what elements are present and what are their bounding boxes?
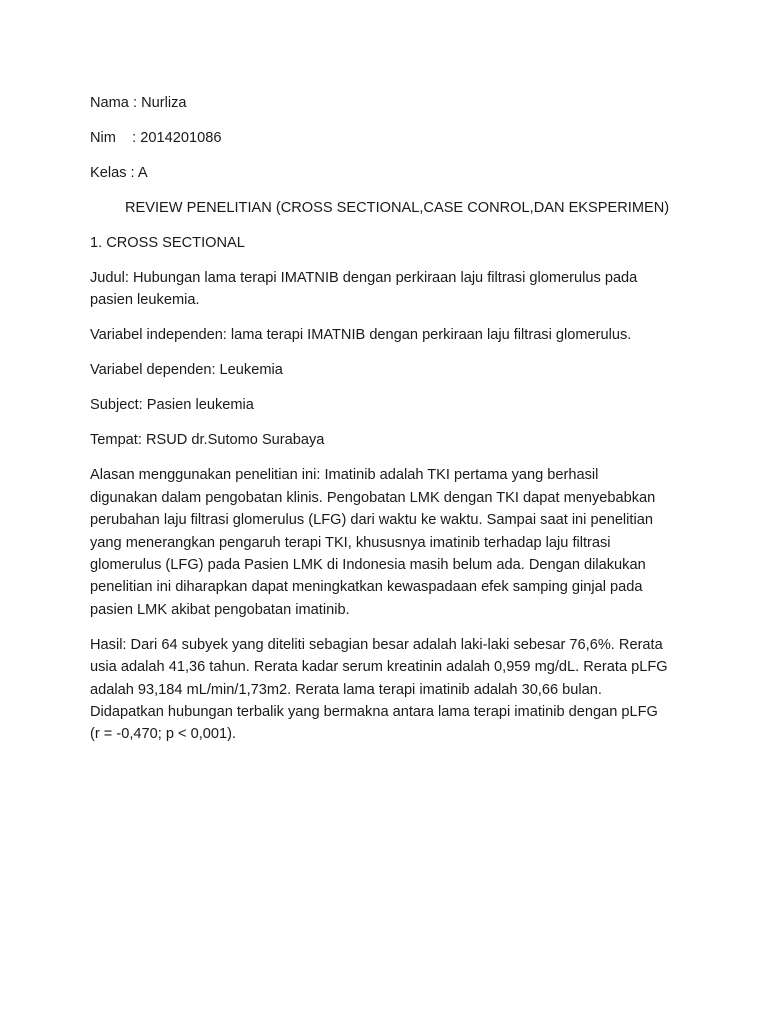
student-class: Kelas : A: [90, 165, 148, 181]
subject: Subject: Pasien leukemia: [90, 397, 254, 414]
text-line: adalah 93,184 mL/min/1,73m2. Rerata lama terapi imatinib adalah 30,66 bulan.: [90, 681, 602, 698]
text-line: Hasil: Dari 64 subyek yang diteliti sebagian besar adalah laki-laki sebesar 76,6%. Rerata: [90, 636, 663, 653]
text-line: usia adalah 41,36 tahun. Rerata kadar serum kreatinin adalah 0,959 mg/dL. Rerata pLFG: [90, 659, 668, 676]
text-line: glomerulus (LFG) pada Pasien LMK di Indonesia masih belum ada. Dengan dilakukan: [90, 557, 646, 574]
location: Tempat: RSUD dr.Sutomo Surabaya: [90, 432, 325, 449]
text-line: (r = -0,470; p < 0,001).: [90, 726, 237, 743]
independent-variable: Variabel independen: lama terapi IMATNIB dengan perkiraan laju filtrasi glomerulus.: [90, 327, 632, 344]
judul-paragraph: [90, 267, 690, 312]
student-nim: Nim : 2014201086: [90, 130, 222, 146]
document-page: [90, 92, 690, 746]
text-line: pasien LMK akibat pengobatan imatinib.: [90, 601, 350, 618]
hasil-paragraph: [90, 634, 690, 746]
section-heading: 1. CROSS SECTIONAL: [90, 235, 245, 251]
document-title: REVIEW PENELITIAN (CROSS SECTIONAL,CASE CONROL,DAN EKSPERIMEN): [125, 200, 670, 216]
text-line: Judul: Hubungan lama terapi IMATNIB dengan perkiraan laju filtrasi glomerulus pada: [90, 270, 638, 286]
text-line: pasien leukemia.: [90, 292, 200, 309]
text-line: yang menerangkan pengaruh terapi TKI, khususnya imatinib terhadap laju filtrasi: [90, 534, 611, 551]
dependent-variable: Variabel dependen: Leukemia: [90, 362, 283, 379]
student-name: Nama : Nurliza: [90, 95, 187, 111]
text-line: penelitian ini diharapkan dapat meningkatkan kewaspadaan efek samping ginjal pada: [90, 579, 643, 596]
text-line: Alasan menggunakan penelitian ini: Imatinib adalah TKI pertama yang berhasil: [90, 467, 599, 484]
text-line: perubahan laju filtrasi glomerulus (LFG) dari waktu ke waktu. Sampai saat ini penelitian: [90, 512, 653, 529]
text-line: Didapatkan hubungan terbalik yang bermakna antara lama terapi imatinib dengan pLFG: [90, 704, 658, 721]
text-line: digunakan dalam pengobatan klinis. Pengobatan LMK dengan TKI dapat menyebabkan: [90, 489, 656, 506]
alasan-paragraph: [90, 464, 690, 621]
